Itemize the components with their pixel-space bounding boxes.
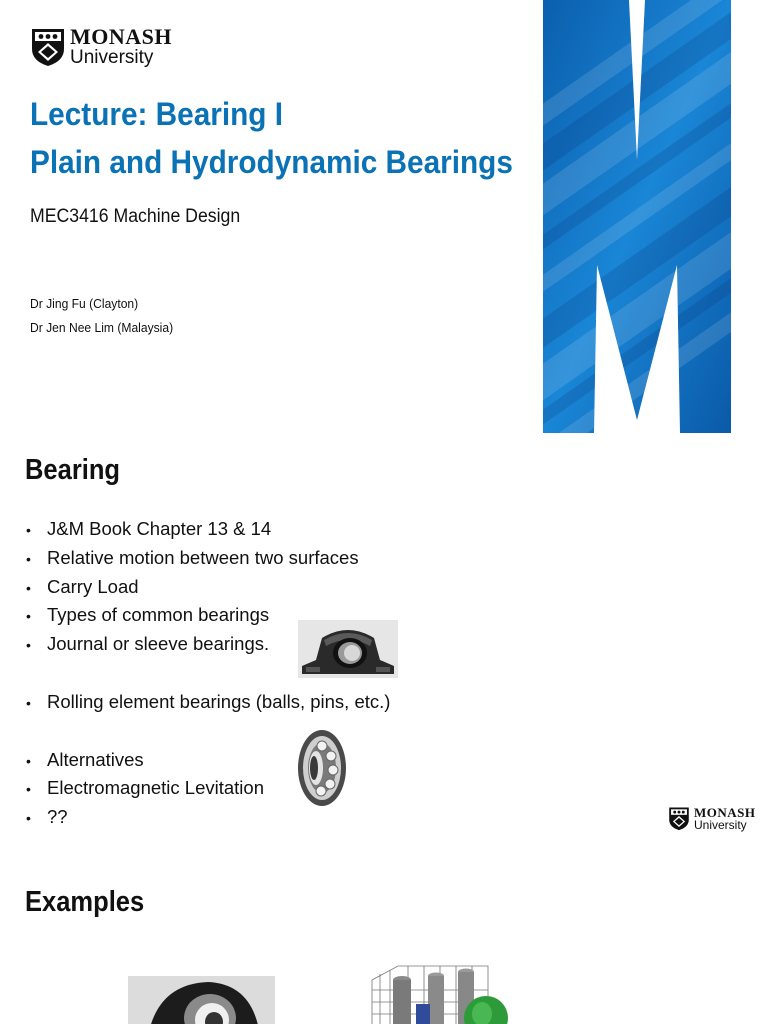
list-item: • Carry Load — [26, 576, 139, 597]
lecture-title: Lecture: Bearing I — [30, 96, 284, 132]
logo-wordmark-line2: University — [70, 47, 154, 68]
monash-crest-icon — [30, 27, 66, 67]
bullet-text: Journal or sleeve bearings. — [47, 633, 270, 654]
pillow-block-bearing-image — [298, 620, 398, 678]
slide-heading: Examples — [25, 886, 145, 918]
bullet-text: Relative motion between two surfaces — [47, 547, 359, 568]
bearing-slide — [0, 440, 768, 864]
list-item: • Alternatives — [26, 749, 144, 770]
examples-slide — [0, 864, 768, 1024]
ball-bearing-image — [296, 728, 348, 808]
list-item: • Rolling element bearings (balls, pins, etc.) — [26, 691, 391, 712]
bullet-text: Rolling element bearings (balls, pins, etc.) — [47, 691, 391, 712]
logo-wordmark-line1: MONASH — [694, 805, 756, 820]
bullet-text: Types of common bearings — [47, 604, 270, 625]
bullet-text: Carry Load — [47, 576, 139, 597]
lecture-subtitle: Plain and Hydrodynamic Bearings — [30, 144, 513, 180]
list-item: • Relative motion between two surfaces — [26, 547, 359, 568]
slide-heading: Bearing — [25, 454, 121, 486]
bullet-text: Alternatives — [47, 749, 144, 770]
logo-wordmark-line1: MONASH — [70, 24, 172, 49]
machine-assembly-render — [368, 956, 508, 1024]
monash-logo — [30, 26, 172, 68]
title-slide — [0, 0, 768, 440]
bearing-housing-photo — [128, 976, 275, 1024]
monash-m-hero-graphic — [543, 0, 731, 433]
list-item: • Journal or sleeve bearings. — [26, 633, 270, 654]
bullet-text: Electromagnetic Levitation — [47, 777, 264, 798]
bullet-text: J&M Book Chapter 13 & 14 — [47, 518, 272, 539]
author-line: Dr Jen Nee Lim (Malaysia) — [30, 320, 174, 335]
list-item: • ?? — [26, 806, 68, 827]
monash-crest-icon — [668, 806, 690, 831]
course-name: MEC3416 Machine Design — [30, 206, 241, 227]
list-item: • J&M Book Chapter 13 & 14 — [26, 518, 272, 539]
bullet-text: ?? — [47, 806, 68, 827]
monash-logo-small — [668, 806, 756, 831]
author-line: Dr Jing Fu (Clayton) — [30, 296, 139, 311]
logo-wordmark-line2: University — [694, 818, 747, 832]
list-item: • Electromagnetic Levitation — [26, 777, 264, 798]
list-item: • Types of common bearings — [26, 604, 270, 625]
